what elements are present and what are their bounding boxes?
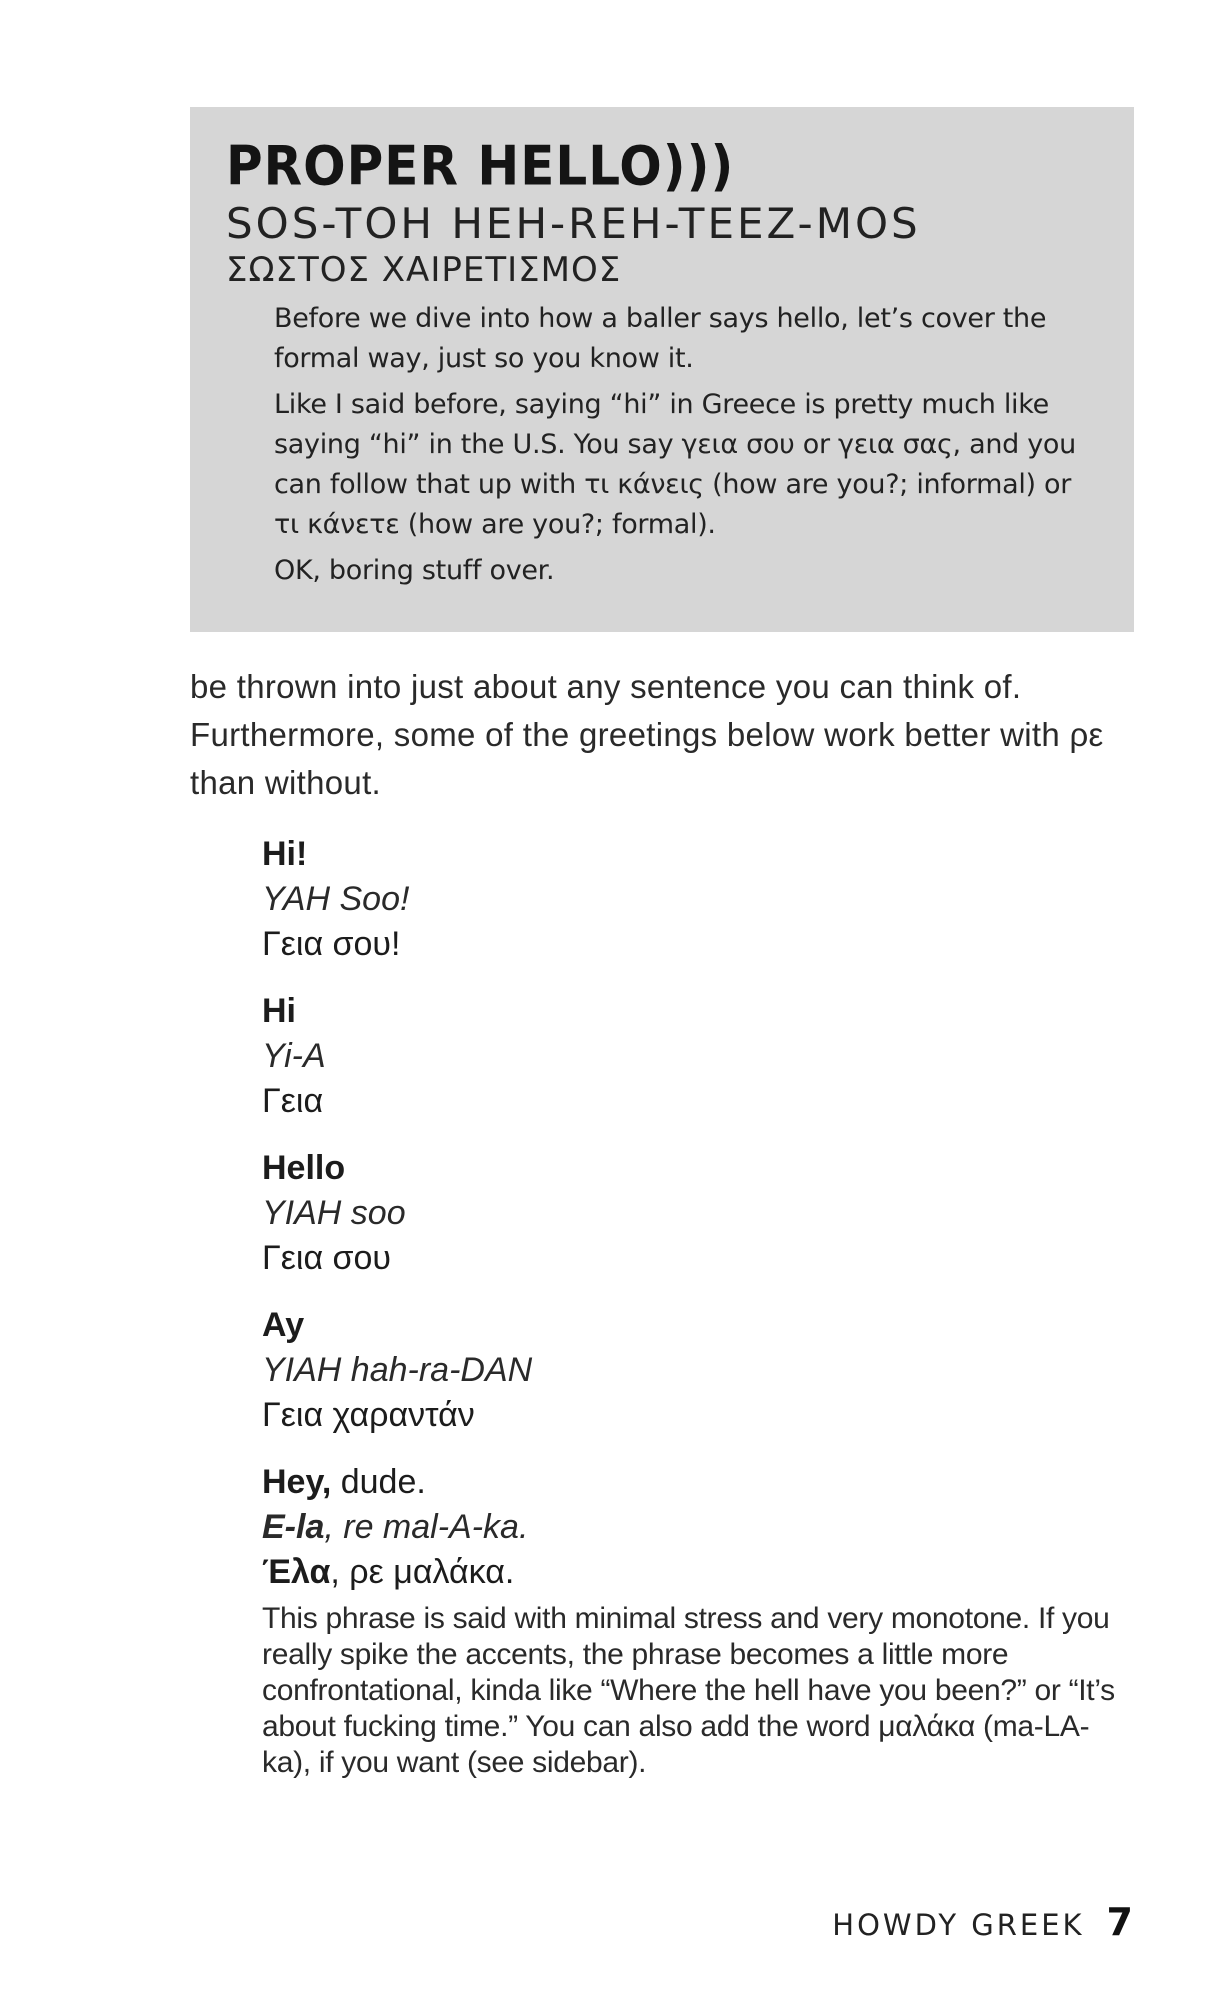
greek-text: Γεια σου <box>262 1239 392 1277</box>
phrase-pronunciation <box>262 1348 1122 1393</box>
page-footer <box>832 1900 1133 1944</box>
phrase-greek <box>262 1236 1122 1281</box>
phrase-pronunciation <box>262 877 1122 922</box>
greek-text: Γεια χαραντάν <box>262 1396 475 1434</box>
phrase-english <box>262 1303 1122 1348</box>
pron-text: YAH Soo! <box>262 880 410 918</box>
english-text: Hey, <box>262 1463 332 1501</box>
pron-text: E-la <box>262 1508 325 1546</box>
body-paragraph: be thrown into just about any sentence you can think of. Furthermore, some of the greetings below work better with ρε than without. <box>190 668 1104 801</box>
phrase-english <box>262 832 1122 877</box>
greek-rest: , ρε μαλάκα. <box>330 1553 515 1591</box>
sidebar-body <box>274 299 1098 591</box>
phrase-greek <box>262 1550 1122 1595</box>
phrase-entry <box>262 1303 1122 1438</box>
page-number: 7 <box>1106 1900 1133 1944</box>
phrase-list <box>262 832 1122 1781</box>
phrase-entry <box>262 989 1122 1124</box>
phrase-pronunciation <box>262 1191 1122 1236</box>
sidebar-box <box>190 107 1134 632</box>
sidebar-paragraph: Like I said before, saying “hi” in Greece is pretty much like saying “hi” in the U.S. You say γεια σου or γεια σας, and you can follow that up with τι κάνεις (how are you?; informal) or τι κάνετε (how are you?; formal). <box>274 389 1076 540</box>
pron-text: Yi-A <box>262 1037 326 1075</box>
phrase-greek <box>262 1079 1122 1124</box>
phrase-pronunciation <box>262 1505 1122 1550</box>
pron-rest: , re mal-A-ka. <box>324 1508 529 1546</box>
pron-text: YIAH soo <box>262 1194 406 1232</box>
phrase-english <box>262 1146 1122 1191</box>
english-text: Hi! <box>262 835 308 873</box>
english-text: Hi <box>262 992 296 1030</box>
phrase-note: This phrase is said with minimal stress and very monotone. If you really spike the accents, the phrase becomes a little more confrontational, kinda like “Where the hell have you been?” or “It’s about fucking time.” You can also add the word μαλάκα (ma-LA-ka), if you want (see sidebar). <box>262 1602 1115 1779</box>
phrase-english <box>262 989 1122 1034</box>
sidebar-paragraph: Before we dive into how a baller says hello, let’s cover the formal way, just so you know it. <box>274 303 1047 374</box>
greek-text: Γεια <box>262 1082 324 1120</box>
sidebar-pronunciation: SOS-TOH HEH-REH-TEEZ-MOS <box>226 199 921 248</box>
footer-label: HOWDY GREEK <box>832 1908 1085 1942</box>
sidebar-greek-title: ΣΩΣΤΟΣ ΧΑΙΡΕΤΙΣΜΟΣ <box>226 250 622 290</box>
sidebar-title: PROPER HELLO))) <box>226 135 735 198</box>
phrase-entry <box>262 1146 1122 1281</box>
sidebar-paragraph: OK, boring stuff over. <box>274 555 555 586</box>
phrase-greek <box>262 922 1122 967</box>
english-text: Hello <box>262 1149 346 1187</box>
phrase-pronunciation <box>262 1034 1122 1079</box>
english-rest: dude. <box>331 1463 426 1501</box>
phrase-english <box>262 1460 1122 1505</box>
greek-text: Έλα <box>262 1553 331 1591</box>
pron-text: YIAH hah-ra-DAN <box>262 1351 533 1389</box>
phrase-greek <box>262 1393 1122 1438</box>
phrase-entry <box>262 1460 1122 1781</box>
greek-text: Γεια σου! <box>262 925 401 963</box>
phrase-entry <box>262 832 1122 967</box>
english-text: Ay <box>262 1306 305 1344</box>
